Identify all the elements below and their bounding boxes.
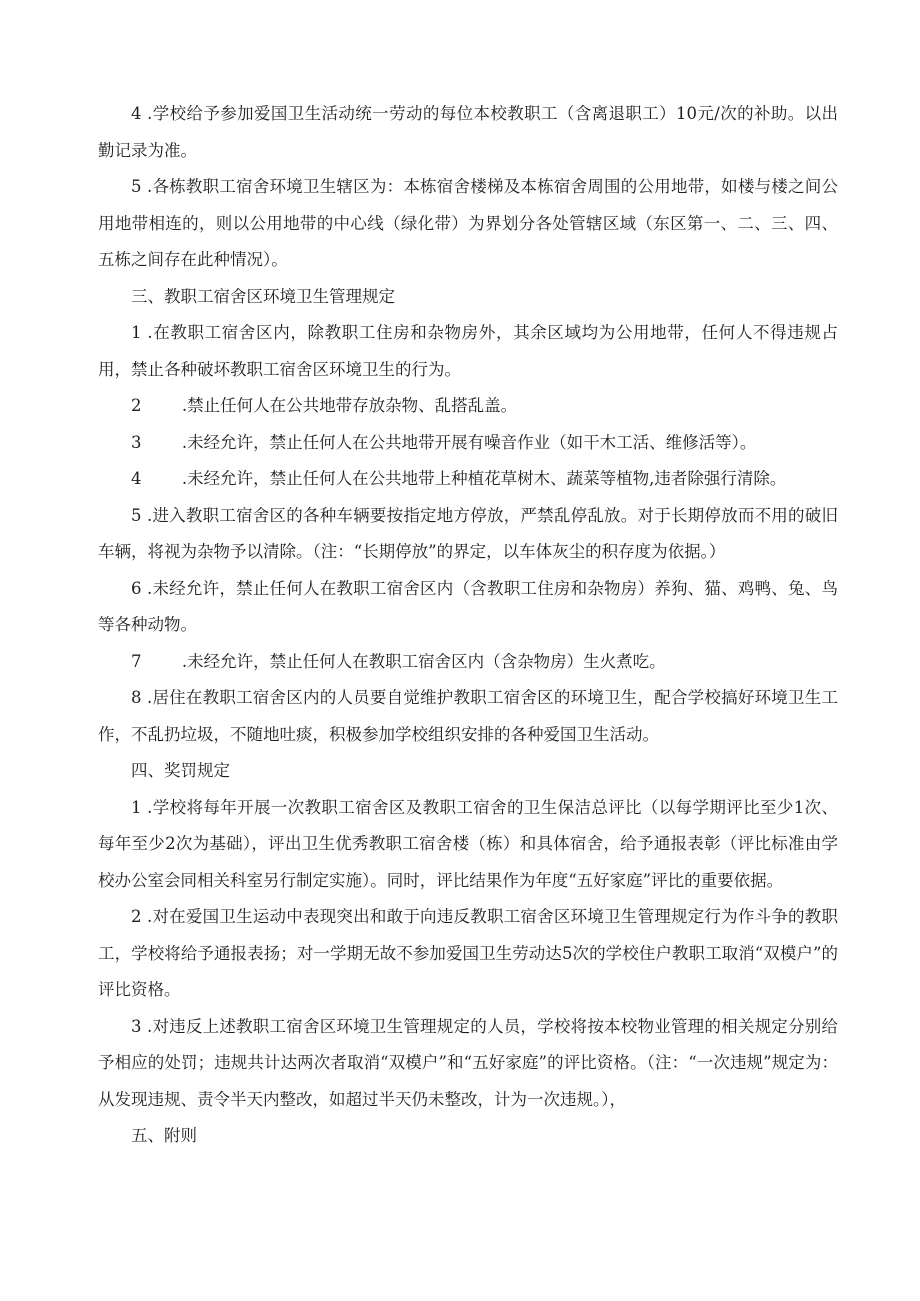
paragraph-item-5-jurisdiction: 5 .各栋教职工宿舍环境卫生辖区为：本栋宿舍楼梯及本栋宿舍周围的公用地带，如楼与楼之间公用地带相连的，则以公用地带的中心线（绿化带）为界划分各处管辖区域（东区第一、二、三、四、五栋之间存在此种情况）。 <box>98 177 838 269</box>
paragraph-rule-3: 3 .未经允许，禁止任何人在公共地带开展有噪音作业（如干木工活、维修活等）。 <box>131 432 757 452</box>
paragraph-rule-5: 5 .进入教职工宿舍区的各种车辆要按指定地方停放，严禁乱停乱放。对于长期停放而不用的破旧车辆，将视为杂物予以清除。（注：“长期停放”的界定，以车体灰尘的积存度为依据。） <box>98 505 838 561</box>
section-heading-5: 五、附则 <box>131 1126 197 1145</box>
paragraph-rule-1: 1 .在教职工宿舍区内，除教职工住房和杂物房外，其余区域均为公用地带，任何人不得违规占用，禁止各种破坏教职工宿舍区环境卫生的行为。 <box>98 323 838 379</box>
paragraph-rule-7: 7 .未经允许，禁止任何人在教职工宿舍区内（含杂物房）生火煮吃。 <box>131 651 666 671</box>
paragraph-rule-4: 4 .未经允许，禁止任何人在公共地带上种植花草树木、蔬菜等植物,违者除强行清除。 <box>131 469 787 488</box>
paragraph-rule-6: 6 .未经允许，禁止任何人在教职工宿舍区内（含教职工住房和杂物房）养狗、猫、鸡鸭、兔、鸟等各种动物。 <box>98 578 838 634</box>
paragraph-reward-2: 2 .对在爱国卫生运动中表现突出和敢于向违反教职工宿舍区环境卫生管理规定行为作斗争的教职工，学校将给予通报表扬；对一学期无故不参加爱国卫生劳动达5次的学校住户教职工取消“双模户”的评比资格。 <box>98 907 838 999</box>
paragraph-rule-2: 2 .禁止任何人在公共地带存放杂物、乱搭乱盖。 <box>131 396 518 415</box>
paragraph-rule-8: 8 .居住在教职工宿舍区内的人员要自觉维护教职工宿舍区的环境卫生，配合学校搞好环境卫生工作，不乱扔垃圾，不随地吐痰，积极参加学校组织安排的各种爱国卫生活动。 <box>98 688 838 744</box>
section-heading-3: 三、教职工宿舍区环境卫生管理规定 <box>131 286 395 306</box>
section-heading-4: 四、奖罚规定 <box>131 761 230 780</box>
paragraph-reward-3: 3 .对违反上述教职工宿舍区环境卫生管理规定的人员，学校将按本校物业管理的相关规定分别给予相应的处罚；违规共计达两次者取消“双模户”和“五好家庭”的评比资格。（注：“一次违规”规定为：从发现违规、责令半天内整改，如超过半天仍未整改，计为一次违规。）， <box>98 1016 838 1109</box>
paragraph-item-4-subsidy: 4 .学校给予参加爱国卫生活动统一劳动的每位本校教职工（含离退职工）10元/次的补助。以出勤记录为准。 <box>98 104 838 160</box>
paragraph-reward-1: 1 .学校将每年开展一次教职工宿舍区及教职工宿舍的卫生保洁总评比（以每学期评比至少1次、每年至少2次为基础），评出卫生优秀教职工宿舍楼（栋）和具体宿舍，给予通报表彰（评比标准由学校办公室会同相关科室另行制定实施）。同时，评比结果作为年度“五好家庭”评比的重要依据。 <box>98 797 838 890</box>
